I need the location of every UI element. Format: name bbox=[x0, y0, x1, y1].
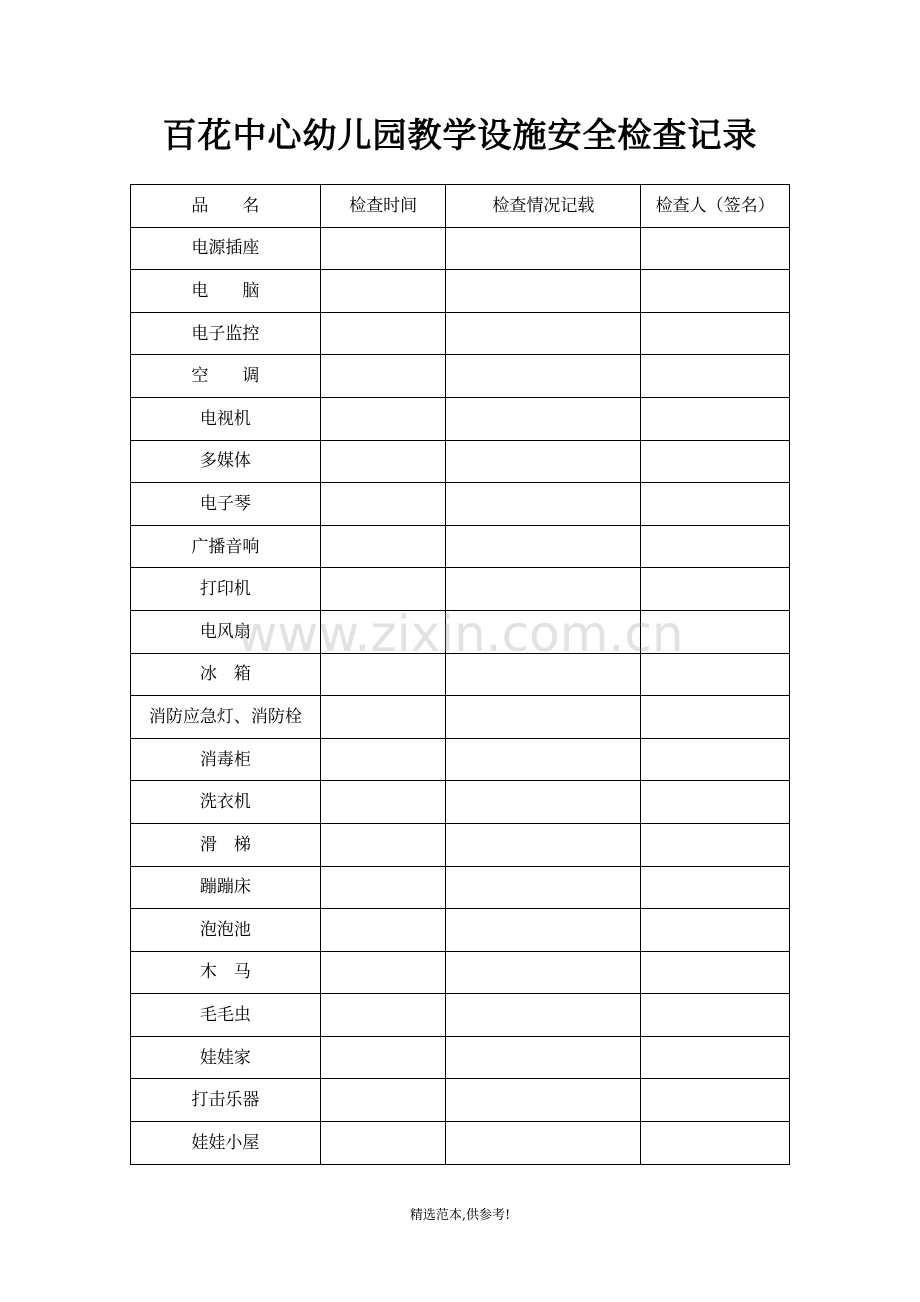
inspector-cell[interactable] bbox=[641, 994, 790, 1037]
item-name-cell: 泡泡池 bbox=[131, 909, 321, 952]
item-name-cell: 木 马 bbox=[131, 951, 321, 994]
check-record-cell[interactable] bbox=[446, 1036, 641, 1079]
check-record-cell[interactable] bbox=[446, 525, 641, 568]
inspector-cell[interactable] bbox=[641, 696, 790, 739]
item-name-cell: 多媒体 bbox=[131, 440, 321, 483]
check-time-cell[interactable] bbox=[320, 610, 446, 653]
item-name-cell: 消防应急灯、消防栓 bbox=[131, 696, 321, 739]
check-time-cell[interactable] bbox=[320, 483, 446, 526]
check-time-cell[interactable] bbox=[320, 994, 446, 1037]
item-name-cell: 洗衣机 bbox=[131, 781, 321, 824]
inspector-cell[interactable] bbox=[641, 823, 790, 866]
item-name-cell: 空 调 bbox=[131, 355, 321, 398]
inspector-cell[interactable] bbox=[641, 738, 790, 781]
check-time-cell[interactable] bbox=[320, 866, 446, 909]
table-row bbox=[131, 951, 790, 994]
inspector-cell[interactable] bbox=[641, 866, 790, 909]
table-row bbox=[131, 823, 790, 866]
check-time-cell[interactable] bbox=[320, 909, 446, 952]
check-record-cell[interactable] bbox=[446, 866, 641, 909]
check-record-cell[interactable] bbox=[446, 610, 641, 653]
table-row bbox=[131, 781, 790, 824]
check-record-cell[interactable] bbox=[446, 951, 641, 994]
item-name-cell: 电子琴 bbox=[131, 483, 321, 526]
check-time-cell[interactable] bbox=[320, 397, 446, 440]
check-time-cell[interactable] bbox=[320, 781, 446, 824]
table-row bbox=[131, 227, 790, 270]
check-record-cell[interactable] bbox=[446, 270, 641, 313]
page-footer: 精选范本,供参考! bbox=[409, 1208, 511, 1223]
check-record-cell[interactable] bbox=[446, 440, 641, 483]
item-name-cell: 电子监控 bbox=[131, 312, 321, 355]
inspector-cell[interactable] bbox=[641, 653, 790, 696]
header-check-time: 检查时间 bbox=[320, 185, 446, 228]
table-row bbox=[131, 866, 790, 909]
check-record-cell[interactable] bbox=[446, 568, 641, 611]
table-row bbox=[131, 696, 790, 739]
item-name-cell: 滑 梯 bbox=[131, 823, 321, 866]
check-time-cell[interactable] bbox=[320, 1036, 446, 1079]
inspector-cell[interactable] bbox=[641, 1036, 790, 1079]
check-record-cell[interactable] bbox=[446, 909, 641, 952]
item-name-cell: 毛毛虫 bbox=[131, 994, 321, 1037]
header-inspector-signature: 检查人（签名） bbox=[641, 185, 790, 228]
check-record-cell[interactable] bbox=[446, 994, 641, 1037]
check-time-cell[interactable] bbox=[320, 312, 446, 355]
check-time-cell[interactable] bbox=[320, 823, 446, 866]
check-record-cell[interactable] bbox=[446, 312, 641, 355]
item-name-cell: 打印机 bbox=[131, 568, 321, 611]
table-row bbox=[131, 1079, 790, 1122]
header-check-record: 检查情况记载 bbox=[446, 185, 641, 228]
table-row bbox=[131, 270, 790, 313]
check-time-cell[interactable] bbox=[320, 227, 446, 270]
item-name-cell: 蹦蹦床 bbox=[131, 866, 321, 909]
table-row bbox=[131, 483, 790, 526]
item-name-cell: 广播音响 bbox=[131, 525, 321, 568]
check-time-cell[interactable] bbox=[320, 1122, 446, 1165]
item-name-cell: 打击乐器 bbox=[131, 1079, 321, 1122]
inspector-cell[interactable] bbox=[641, 312, 790, 355]
item-name-cell: 冰 箱 bbox=[131, 653, 321, 696]
item-name-cell: 电视机 bbox=[131, 397, 321, 440]
inspector-cell[interactable] bbox=[641, 440, 790, 483]
table-row bbox=[131, 1122, 790, 1165]
check-record-cell[interactable] bbox=[446, 355, 641, 398]
watermark: www.zixin.com.cn bbox=[236, 605, 684, 663]
inspector-cell[interactable] bbox=[641, 951, 790, 994]
table-header-row bbox=[131, 185, 790, 228]
inspector-cell[interactable] bbox=[641, 525, 790, 568]
item-name-cell: 娃娃家 bbox=[131, 1036, 321, 1079]
check-record-cell[interactable] bbox=[446, 1122, 641, 1165]
page-title: 百花中心幼儿园教学设施安全检查记录 bbox=[162, 116, 758, 156]
inspector-cell[interactable] bbox=[641, 227, 790, 270]
table-row bbox=[131, 440, 790, 483]
check-record-cell[interactable] bbox=[446, 823, 641, 866]
check-time-cell[interactable] bbox=[320, 653, 446, 696]
table-row bbox=[131, 355, 790, 398]
item-name-cell: 电 脑 bbox=[131, 270, 321, 313]
inspector-cell[interactable] bbox=[641, 909, 790, 952]
check-time-cell[interactable] bbox=[320, 355, 446, 398]
inspection-record-table bbox=[130, 184, 790, 1165]
table-row bbox=[131, 994, 790, 1037]
check-time-cell[interactable] bbox=[320, 696, 446, 739]
table-row bbox=[131, 738, 790, 781]
check-record-cell[interactable] bbox=[446, 397, 641, 440]
check-record-cell[interactable] bbox=[446, 483, 641, 526]
item-name-cell: 电风扇 bbox=[131, 610, 321, 653]
check-record-cell[interactable] bbox=[446, 781, 641, 824]
table-row bbox=[131, 568, 790, 611]
check-time-cell[interactable] bbox=[320, 440, 446, 483]
table-row bbox=[131, 312, 790, 355]
check-record-cell[interactable] bbox=[446, 696, 641, 739]
check-record-cell[interactable] bbox=[446, 653, 641, 696]
inspector-cell[interactable] bbox=[641, 568, 790, 611]
header-item-name: 品 名 bbox=[131, 185, 321, 228]
table-body bbox=[131, 227, 790, 1164]
inspector-cell[interactable] bbox=[641, 1122, 790, 1165]
check-record-cell[interactable] bbox=[446, 227, 641, 270]
check-record-cell[interactable] bbox=[446, 1079, 641, 1122]
inspector-cell[interactable] bbox=[641, 397, 790, 440]
table-row bbox=[131, 909, 790, 952]
inspector-cell[interactable] bbox=[641, 270, 790, 313]
table-row bbox=[131, 397, 790, 440]
table-row bbox=[131, 653, 790, 696]
check-time-cell[interactable] bbox=[320, 1079, 446, 1122]
inspector-cell[interactable] bbox=[641, 483, 790, 526]
check-time-cell[interactable] bbox=[320, 568, 446, 611]
item-name-cell: 娃娃小屋 bbox=[131, 1122, 321, 1165]
check-time-cell[interactable] bbox=[320, 738, 446, 781]
check-record-cell[interactable] bbox=[446, 738, 641, 781]
inspector-cell[interactable] bbox=[641, 355, 790, 398]
item-name-cell: 消毒柜 bbox=[131, 738, 321, 781]
inspector-cell[interactable] bbox=[641, 781, 790, 824]
item-name-cell: 电源插座 bbox=[131, 227, 321, 270]
inspector-cell[interactable] bbox=[641, 1079, 790, 1122]
table-row bbox=[131, 525, 790, 568]
table-row bbox=[131, 610, 790, 653]
table-row bbox=[131, 1036, 790, 1079]
check-time-cell[interactable] bbox=[320, 270, 446, 313]
check-time-cell[interactable] bbox=[320, 951, 446, 994]
inspector-cell[interactable] bbox=[641, 610, 790, 653]
check-time-cell[interactable] bbox=[320, 525, 446, 568]
